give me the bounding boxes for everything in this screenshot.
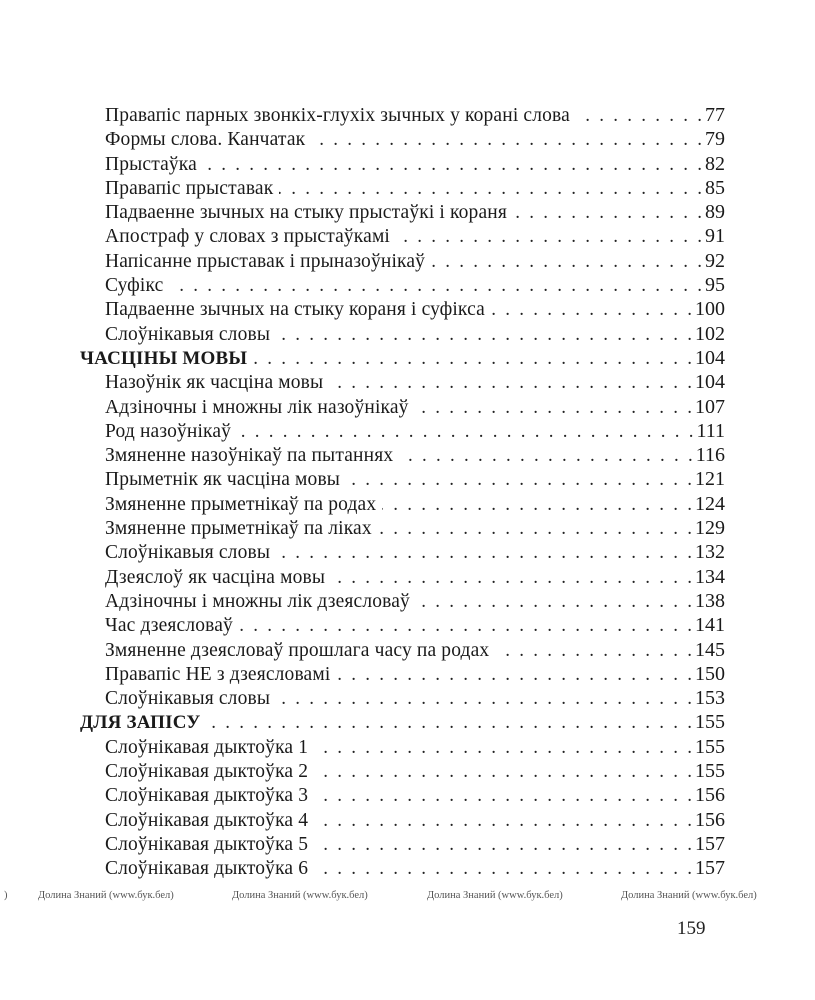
toc-entry-title: Падваенне зычных на стыку кораня і суфікса xyxy=(105,299,485,321)
toc-entry-title: Слоўнікавыя словы xyxy=(105,542,271,564)
toc-entry-title: Прыметнік як часціна мовы xyxy=(105,469,341,491)
dot-leader xyxy=(207,711,692,735)
dot-leader xyxy=(378,517,692,541)
watermark-text: Долина Знаний (www.бук.бел) xyxy=(427,890,563,901)
toc-entry-title: Прыстаўка xyxy=(105,153,197,175)
toc-entry-page: 100 xyxy=(695,298,725,321)
dot-leader xyxy=(576,104,702,128)
toc-entry-page: 124 xyxy=(695,492,725,515)
dot-leader xyxy=(279,177,702,201)
dot-leader xyxy=(169,274,702,298)
dot-leader xyxy=(237,420,693,444)
toc-entry xyxy=(80,856,725,880)
toc-entry-page: 155 xyxy=(695,735,725,758)
dot-leader xyxy=(276,687,692,711)
toc-entry xyxy=(80,662,725,686)
toc-entry-page: 79 xyxy=(705,128,725,151)
toc-entry-page: 129 xyxy=(695,517,725,540)
dot-leader xyxy=(314,736,692,760)
toc-entry xyxy=(80,419,725,443)
toc-entry-title: Адзіночны і множны лік назоўнікаў xyxy=(105,396,409,418)
toc-entry-page: 134 xyxy=(695,565,725,588)
toc-entry-page: 155 xyxy=(695,711,725,734)
toc-entry-page: 157 xyxy=(695,832,725,855)
dot-leader xyxy=(416,590,692,614)
toc-entry-title: Слоўнікавыя словы xyxy=(105,323,271,345)
toc-entry-title: Слоўнікавая дыктоўка 6 xyxy=(105,858,309,880)
dot-leader xyxy=(431,250,702,274)
toc-entry-page: 111 xyxy=(696,419,725,442)
toc-entry-title: Правапіс парных звонкіх-глухіх зычных у корані слова xyxy=(105,105,570,126)
dot-leader xyxy=(382,493,692,517)
toc-entry-page: 141 xyxy=(695,614,725,637)
toc-entry-page: 156 xyxy=(695,808,725,831)
toc-entry-title: Правапіс прыставак xyxy=(105,177,274,199)
toc-entry xyxy=(80,322,725,346)
toc-entry xyxy=(80,152,725,176)
toc-section-heading xyxy=(80,710,725,734)
dot-leader xyxy=(336,663,692,687)
dot-leader xyxy=(314,760,692,784)
toc-entry-page: 132 xyxy=(695,541,725,564)
toc-entry xyxy=(80,540,725,564)
toc-entry-title: Змяненне дзеясловаў прошлага часу па родах xyxy=(105,639,490,661)
dot-leader xyxy=(513,201,702,225)
dot-leader xyxy=(314,784,692,808)
dot-leader xyxy=(314,857,692,881)
toc-entry-title: Слоўнікавая дыктоўка 1 xyxy=(105,736,309,758)
toc-entry xyxy=(80,565,725,589)
toc-entry-page: 155 xyxy=(695,760,725,783)
toc-entry-title: Формы слова. Канчатак xyxy=(105,129,306,151)
dot-leader xyxy=(311,128,702,152)
toc-entry-page: 95 xyxy=(705,274,725,297)
dot-leader xyxy=(415,396,692,420)
toc-entry xyxy=(80,273,725,297)
toc-entry-page: 121 xyxy=(695,468,725,491)
toc-entry-page: 138 xyxy=(695,589,725,612)
toc-entry xyxy=(80,516,725,540)
dot-leader xyxy=(331,566,692,590)
toc-entry-title: Назоўнік як часціна мовы xyxy=(105,372,324,394)
toc-entry xyxy=(80,224,725,248)
dot-leader xyxy=(396,225,702,249)
watermark-text: ) xyxy=(4,890,8,901)
toc-entry-page: 153 xyxy=(695,687,725,710)
watermark-text: Долина Знаний (www.бук.бел) xyxy=(232,890,368,901)
toc-entry xyxy=(80,613,725,637)
toc-entry-title: Слоўнікавая дыктоўка 2 xyxy=(105,761,309,783)
dot-leader xyxy=(253,347,692,371)
toc-entry xyxy=(80,759,725,783)
toc-section-heading xyxy=(80,346,725,370)
toc-entry-title: Змяненне прыметнікаў па родах xyxy=(105,493,377,515)
toc-entry xyxy=(80,103,725,127)
toc-entry xyxy=(80,395,725,419)
toc-entry-page: 145 xyxy=(695,638,725,661)
dot-leader xyxy=(491,298,692,322)
toc-entry-page: 77 xyxy=(705,104,725,126)
toc-entry-page: 150 xyxy=(695,662,725,685)
toc-entry-page: 89 xyxy=(705,201,725,224)
toc-entry xyxy=(80,589,725,613)
toc-entry xyxy=(80,492,725,516)
dot-leader xyxy=(203,153,702,177)
watermark xyxy=(0,888,815,906)
toc-entry-page: 102 xyxy=(695,322,725,345)
toc-entry-title: Адзіночны і множны лік дзеясловаў xyxy=(105,590,410,612)
toc-entry xyxy=(80,200,725,224)
toc-entry-page: 104 xyxy=(695,371,725,394)
toc-entry-title: Змяненне назоўнікаў па пытаннях xyxy=(105,445,394,467)
toc-entry-title: Дзеяслоў як часціна мовы xyxy=(105,566,326,588)
toc-entry-page: 116 xyxy=(695,444,725,467)
toc-entry-page: 157 xyxy=(695,857,725,880)
dot-leader xyxy=(314,833,692,857)
dot-leader xyxy=(399,444,693,468)
toc-entry xyxy=(80,808,725,832)
toc-entry-title: Час дзеясловаў xyxy=(105,615,233,637)
toc-entry-title: Слоўнікавыя словы xyxy=(105,688,271,710)
table-of-contents xyxy=(80,103,725,881)
watermark-text: Долина Знаний (www.бук.бел) xyxy=(38,890,174,901)
toc-entry-page: 156 xyxy=(695,784,725,807)
toc-entry-title: Правапіс НЕ з дзеясловамі xyxy=(105,663,331,685)
toc-entry-page: 107 xyxy=(695,395,725,418)
toc-entry-page: 91 xyxy=(705,225,725,248)
toc-entry xyxy=(80,735,725,759)
toc-entry-page: 82 xyxy=(705,152,725,175)
page-number: 159 xyxy=(677,918,706,939)
dot-leader xyxy=(495,639,692,663)
toc-entry xyxy=(80,638,725,662)
toc-entry xyxy=(80,297,725,321)
toc-entry-title: ЧАСЦІНЫ МОВЫ xyxy=(80,347,248,369)
dot-leader xyxy=(276,541,692,565)
dot-leader xyxy=(314,809,692,833)
toc-entry xyxy=(80,832,725,856)
toc-entry xyxy=(80,686,725,710)
toc-entry-title: ДЛЯ ЗАПІСУ xyxy=(80,712,201,734)
toc-entry-title: Апостраф у словах з прыстаўкамі xyxy=(105,226,391,248)
dot-leader xyxy=(329,371,692,395)
toc-entry-title: Род назоўнікаў xyxy=(105,420,232,442)
toc-entry-page: 104 xyxy=(695,346,725,369)
toc-entry-title: Слоўнікавая дыктоўка 5 xyxy=(105,833,309,855)
toc-entry-title: Змяненне прыметнікаў па ліках xyxy=(105,518,372,540)
toc-entry-title: Падваенне зычных на стыку прыстаўкі і кораня xyxy=(105,202,507,224)
toc-entry-title: Слоўнікавая дыктоўка 4 xyxy=(105,809,309,831)
toc-entry-page: 85 xyxy=(705,176,725,199)
toc-entry xyxy=(80,127,725,151)
toc-entry xyxy=(80,443,725,467)
dot-leader xyxy=(276,323,692,347)
dot-leader xyxy=(239,614,692,638)
watermark-text: Долина Знаний (www.бук.бел) xyxy=(621,890,757,901)
toc-entry xyxy=(80,176,725,200)
toc-entry-title: Напісанне прыставак і прыназоўнікаў xyxy=(105,250,426,272)
toc-entry-title: Суфікс xyxy=(105,275,164,297)
toc-entry xyxy=(80,370,725,394)
toc-entry xyxy=(80,783,725,807)
dot-leader xyxy=(346,468,692,492)
toc-entry-title: Слоўнікавая дыктоўка 3 xyxy=(105,785,309,807)
toc-entry xyxy=(80,467,725,491)
toc-entry-page: 92 xyxy=(705,249,725,272)
toc-entry xyxy=(80,249,725,273)
